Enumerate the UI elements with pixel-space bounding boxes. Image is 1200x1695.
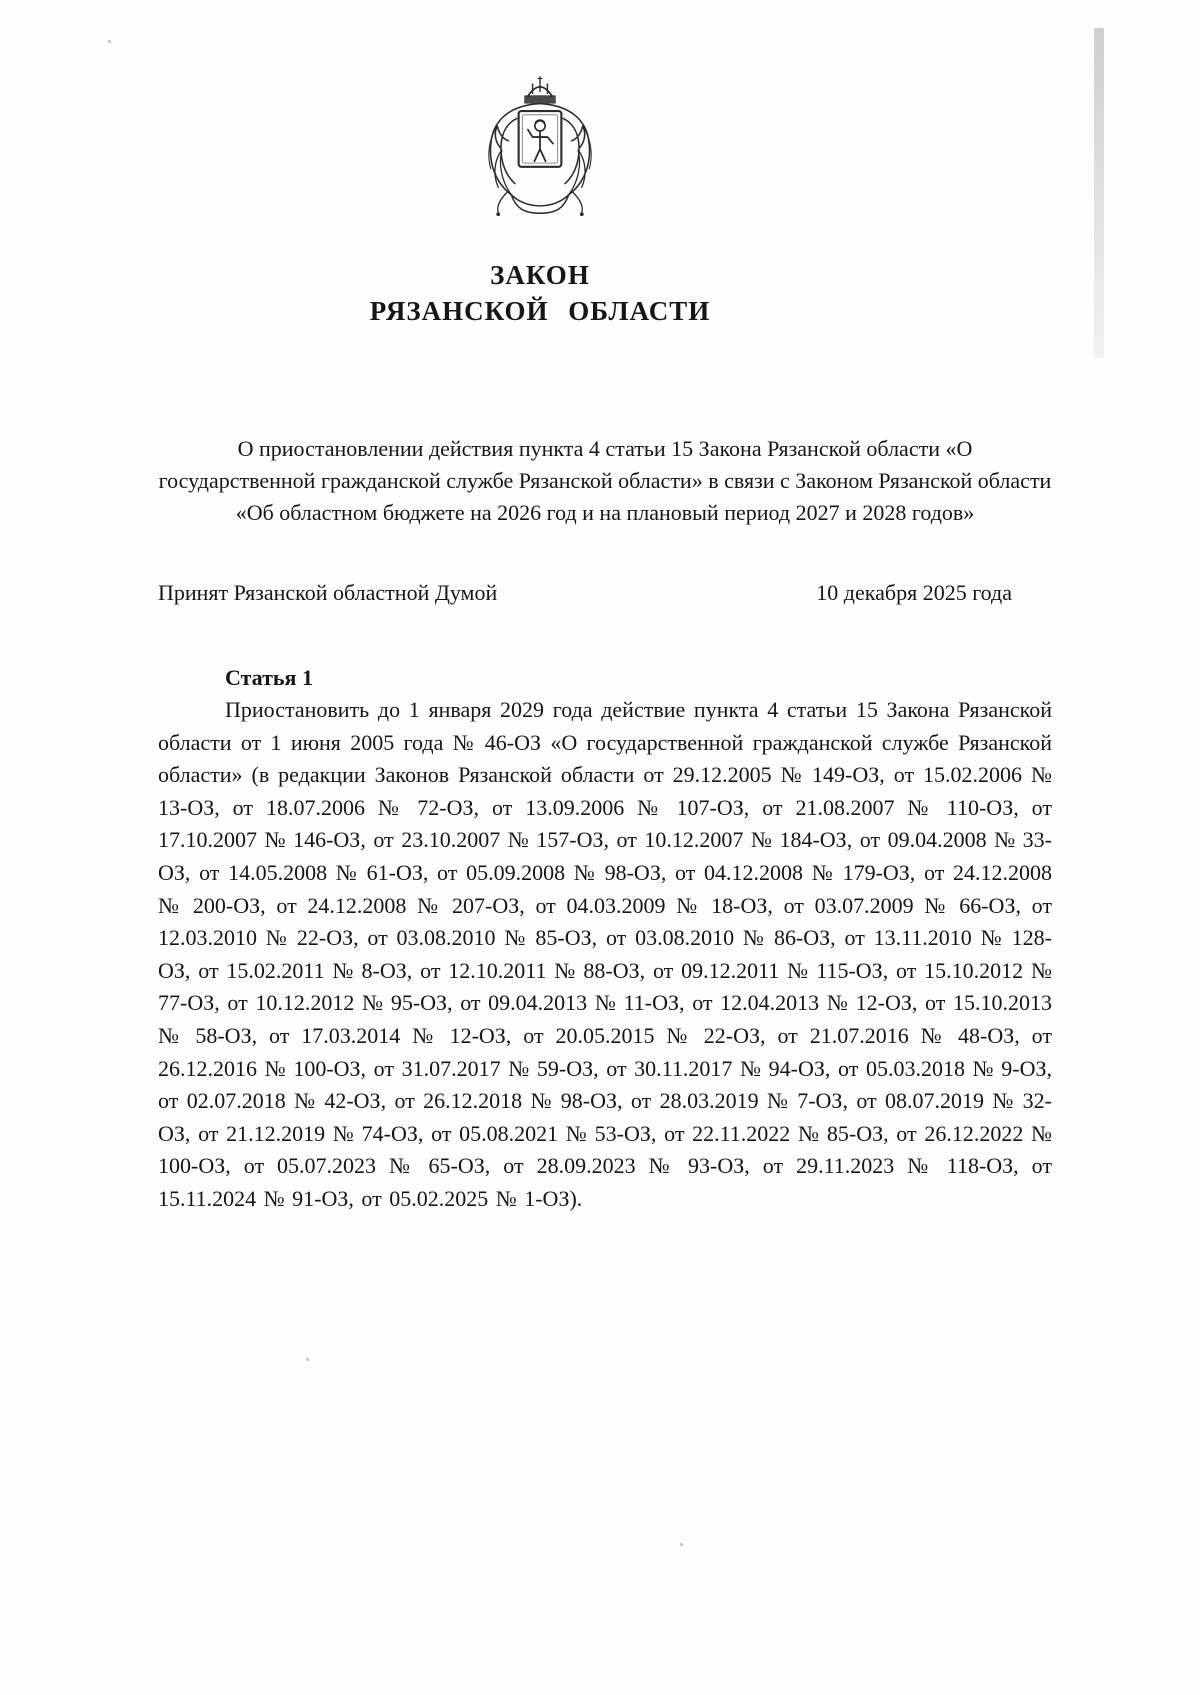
document-title: О приостановлении действия пункта 4 статьи 15 Закона Рязанской области «О государственной гражданской службе Рязанской области» в связи с Законом Рязанской области «Об областном бюджете на 2026 год и на плановый период 2027 и 2028 годов» — [158, 436, 1052, 525]
law-heading-line1: ЗАКОН — [490, 260, 590, 290]
scan-speckle — [680, 1543, 683, 1546]
adoption-line — [158, 577, 1052, 609]
document-body — [158, 433, 1052, 1216]
adopted-by-text: Принят Рязанской областной Думой — [158, 580, 498, 605]
scan-speckle — [306, 1358, 309, 1361]
document-header — [0, 0, 1080, 329]
adoption-date: 10 декабря 2025 года — [816, 580, 1012, 605]
law-heading — [0, 257, 1080, 329]
scan-speckle — [108, 40, 111, 43]
article-1-body: Приостановить до 1 января 2029 года действие пункта 4 статьи 15 Закона Рязанской области от 1 июня 2005 года № 46-ОЗ «О государственной гражданской службе Рязанской области» (в редакции Законов Рязанской области от 29.12.2005 № 149-ОЗ, от 15.02.2006 № 13-ОЗ, от 18.07.2006 № 72-ОЗ, от 13.09.2006 № 107-ОЗ, от 21.08.2007 № 110-ОЗ, от 17.10.2007 № 146-ОЗ, от 23.10.2007 № 157-ОЗ, от 10.12.2007 № 184-ОЗ, от 09.04.2008 № 33-ОЗ, от 14.05.2008 № 61-ОЗ, от 05.09.2008 № 98-ОЗ, от 04.12.2008 № 179-ОЗ, от 24.12.2008 № 200-ОЗ, от 24.12.2008 № 207-ОЗ, от 04.03.2009 № 18-ОЗ, от 03.07.2009 № 66-ОЗ, от 12.03.2010 № 22-ОЗ, от 03.08.2010 № 85-ОЗ, от 03.08.2010 № 86-ОЗ, от 13.11.2010 № 128-ОЗ, от 15.02.2011 № 8-ОЗ, от 12.10.2011 № 88-ОЗ, от 09.12.2011 № 115-ОЗ, от 15.10.2012 № 77-ОЗ, от 10.12.2012 № 95-ОЗ, от 09.04.2013 № 11-ОЗ, от 12.04.2013 № 12-ОЗ, от 15.10.2013 № 58-ОЗ, от 17.03.2014 № 12-ОЗ, от 20.05.2015 № 22-ОЗ, от 21.07.2016 № 48-ОЗ, от 26.12.2016 № 100-ОЗ, от 31.07.2017 № 59-ОЗ, от 30.11.2017 № 94-ОЗ, от 05.03.2018 № 9-ОЗ, от 02.07.2018 № 42-ОЗ, от 26.12.2018 № 98-ОЗ, от 28.03.2019 № 7-ОЗ, от 08.07.2019 № 32-ОЗ, от 21.12.2019 № 74-ОЗ, от 05.08.2021 № 53-ОЗ, от 22.11.2022 № 85-ОЗ, от 26.12.2022 № 100-ОЗ, от 05.07.2023 № 65-ОЗ, от 28.09.2023 № 93-ОЗ, от 29.11.2023 № 118-ОЗ, от 15.11.2024 № 91-ОЗ, от 05.02.2025 № 1-ОЗ). — [158, 697, 1052, 1211]
scanner-artifact-band — [1094, 28, 1104, 358]
coat-of-arms-icon — [459, 72, 621, 230]
article-1-heading: Статья 1 — [225, 665, 313, 690]
law-heading-line2: РЯЗАНСКОЙ ОБЛАСТИ — [369, 296, 711, 326]
